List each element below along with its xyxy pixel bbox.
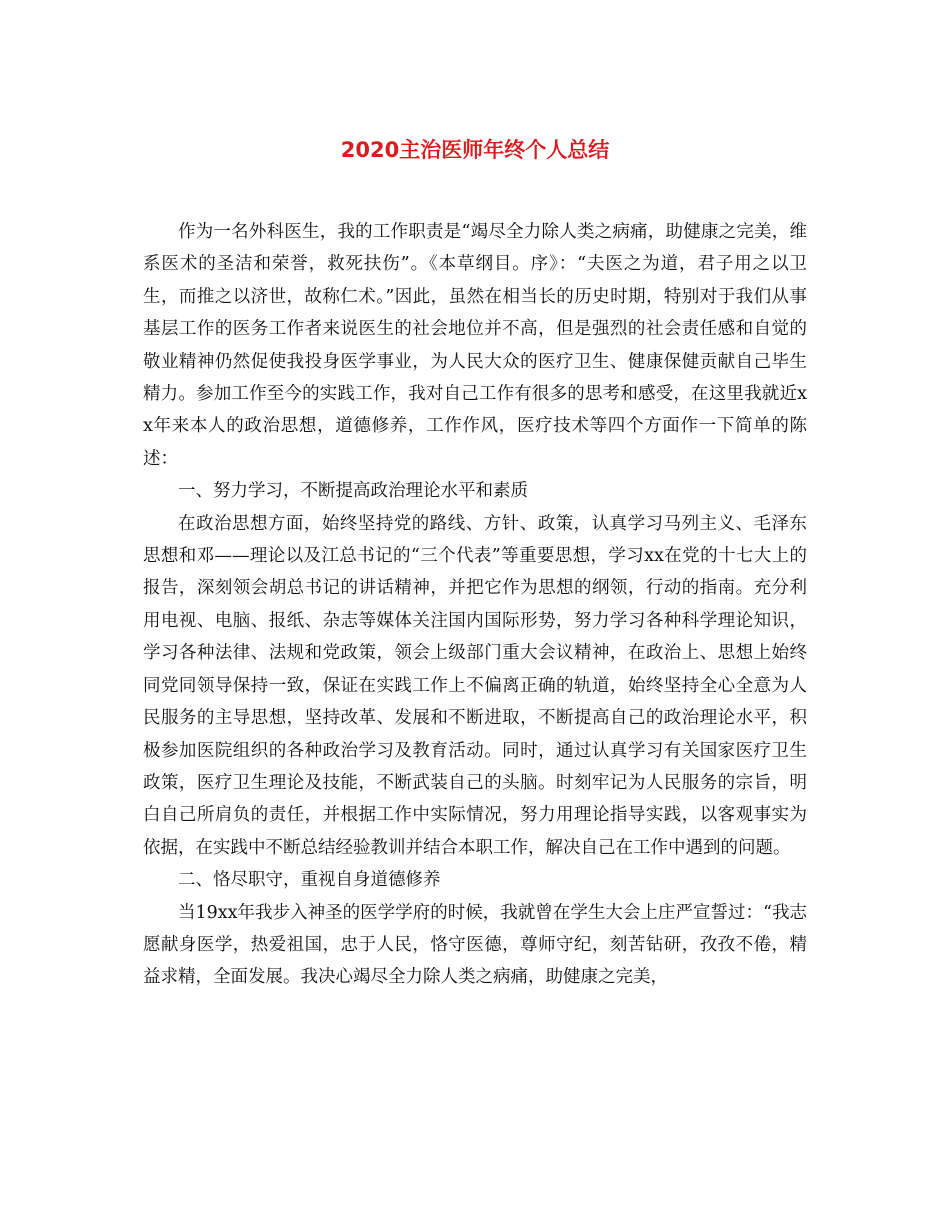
paragraph-oath: 当19xx年我步入神圣的医学学府的时候，我就曾在学生大会上庄严宣誓过：“我志愿献身医学，热爱祖国，忠于人民，恪守医德，尊师守纪，刻苦钻研，孜孜不倦，精益求精，全面发展。我决心竭尽全力除人类之病痛，助健康之完美， (143, 902, 807, 988)
section-heading-1: 一、努力学习，不断提高政治理论水平和素质 (178, 481, 528, 502)
paragraph-political-thought: 在政治思想方面，始终坚持党的路线、方针、政策，认真学习马列主义、毛泽东思想和邓——理论以及江总书记的“三个代表”等重要思想，学习xx在党的十七大上的报告，深刻领会胡总书记的讲话精神，并把它作为思想的纲领，行动的指南。充分利用电视、电脑、报纸、杂志等媒体关注国内国际形势，努力学习各种科学理论知识，学习各种法律、法规和党政策，领会上级部门重大会议精神，在政治上、思想上始终同党同领导保持一致，保证在实践工作上不偏离正确的轨道，始终坚持全心全意为人民服务的主导思想，坚持改革、发展和不断进取，不断提高自己的政治理论水平，积极参加医院组织的各种政治学习及教育活动。同时，通过认真学习有关国家医疗卫生政策，医疗卫生理论及技能，不断武装自己的头脑。时刻牢记为人民服务的宗旨，明白自己所肩负的责任，并根据工作中实际情况，努力用理论指导实践，以客观事实为依据，在实践中不断总结经验教训并结合本职工作，解决自己在工作中遇到的问题。 (143, 513, 807, 858)
paragraph-intro: 作为一名外科医生，我的工作职责是“竭尽全力除人类之病痛，助健康之完美，维系医术的圣洁和荣誉，救死扶伤”。《本草纲目。序》：“夫医之为道，君子用之以卫生，而推之以济世，故称仁术。”因此，虽然在相当长的历史时期，特别对于我们从事基层工作的医务工作者来说医生的社会地位并不高，但是强烈的社会责任感和自觉的敬业精神仍然促使我投身医学事业，为人民大众的医疗卫生、健康保健贡献自己毕生精力。参加工作至今的实践工作，我对自己工作有很多的思考和感受，在这里我就近xx年来本人的政治思想，道德修养，工作作风，医疗技术等四个方面作一下简单的陈述： (143, 222, 807, 469)
document-title: 2020主治医师年终个人总结 (340, 138, 610, 162)
document-body (143, 216, 807, 994)
section-heading-2: 二、恪尽职守，重视自身道德修养 (178, 870, 441, 891)
